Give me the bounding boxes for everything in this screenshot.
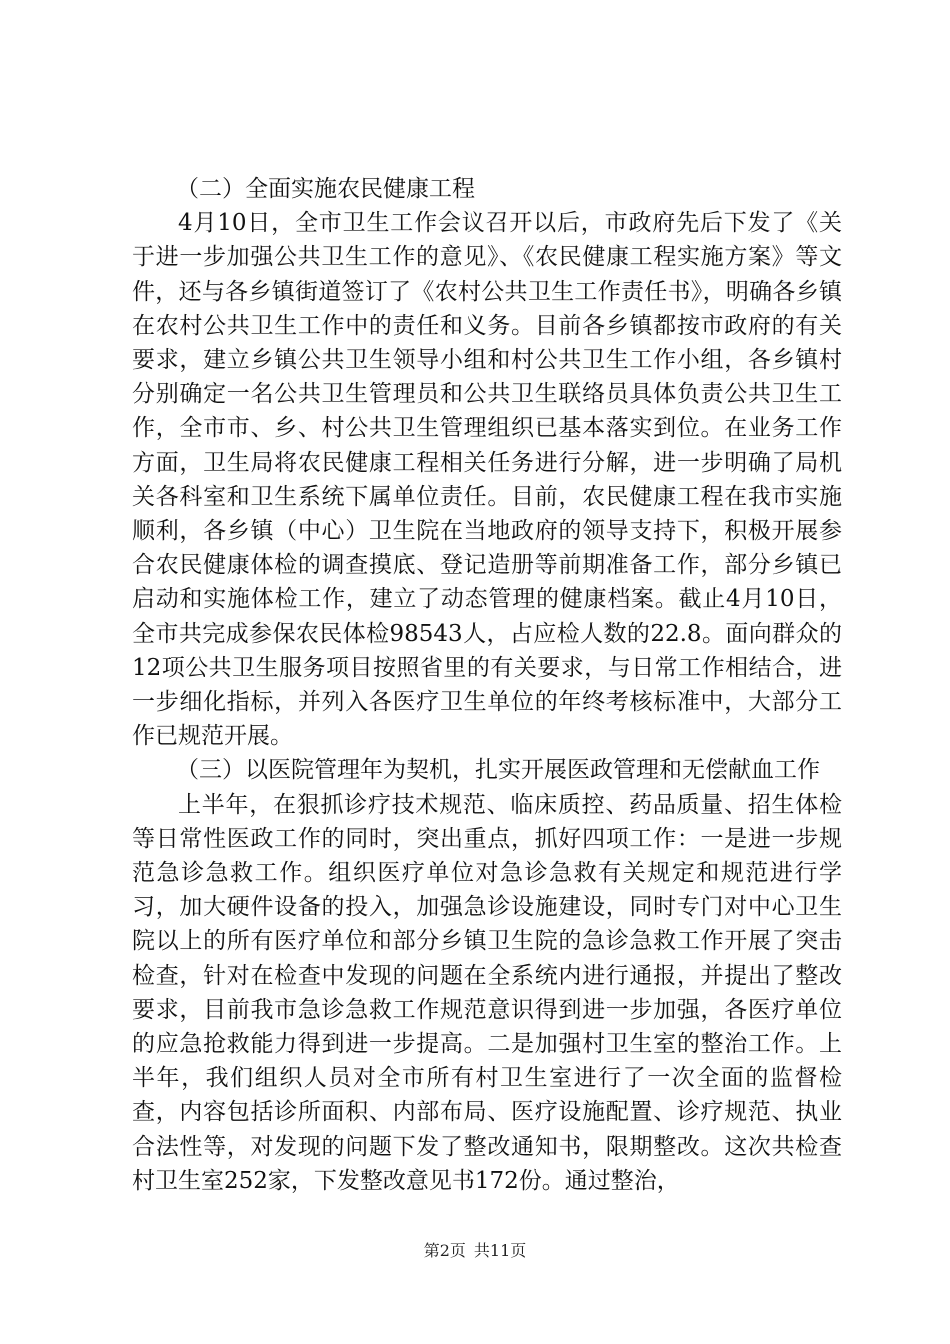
page-number: 第2页 (423, 1241, 466, 1260)
section-heading-2: （二）全面实施农民健康工程 (176, 176, 475, 202)
page-footer (0, 1241, 950, 1261)
document-body (132, 172, 842, 1198)
section-paragraph-3: 上半年，在狠抓诊疗技术规范、临床质控、药品质量、招生体检等日常性医政工作的同时，突出重点，抓好四项工作：一是进一步规范急诊急救工作。组织医疗单位对急诊急救有关规定和规范进行学习，加大硬件设备的投入，加强急诊设施建设，同时专门对中心卫生院以上的所有医疗单位和部分乡镇卫生院的急诊急救工作开展了突击检查，针对在检查中发现的问题在全系统内进行通报，并提出了整改要求，目前我市急诊急救工作规范意识得到进一步加强，各医疗单位的应急抢救能力得到进一步提高。二是加强村卫生室的整治工作。上半年，我们组织人员对全市所有村卫生室进行了一次全面的监督检查，内容包括诊所面积、内部布局、医疗设施配置、诊疗规范、执业合法性等，对发现的问题下发了整改通知书，限期整改。这次共检查村卫生室252家，下发整改意见书172份。通过整治， (132, 791, 842, 1194)
section-heading-3: （三）以医院管理年为契机，扎实开展医政管理和无偿献血工作 (176, 757, 820, 784)
page-total: 共11页 (473, 1241, 527, 1260)
section-paragraph-2: 4月10日，全市卫生工作会议召开以后，市政府先后下发了《关于进一步加强公共卫生工作的意见》、《农民健康工程实施方案》等文件，还与各乡镇街道签订了《农村公共卫生工作责任书》，明确各乡镇在农村公共卫生工作中的责任和义务。目前各乡镇都按市政府的有关要求，建立乡镇公共卫生领导小组和村公共卫生工作小组，各乡镇村分别确定一名公共卫生管理员和公共卫生联络员具体负责公共卫生工作，全市市、乡、村公共卫生管理组织已基本落实到位。在业务工作方面，卫生局将农民健康工程相关任务进行分解，进一步明确了局机关各科室和卫生系统下属单位责任。目前，农民健康工程在我市实施顺利，各乡镇（中心）卫生院在当地政府的领导支持下，积极开展参合农民健康体检的调查摸底、登记造册等前期准备工作，部分乡镇已启动和实施体检工作，建立了动态管理的健康档案。截止4月10日，全市共完成参保农民体检98543人，占应检人数的22.8。面向群众的12项公共卫生服务项目按照省里的有关要求，与日常工作相结合，进一步细化指标，并列入各医疗卫生单位的年终考核标准中，大部分工作已规范开展。 (132, 210, 842, 750)
